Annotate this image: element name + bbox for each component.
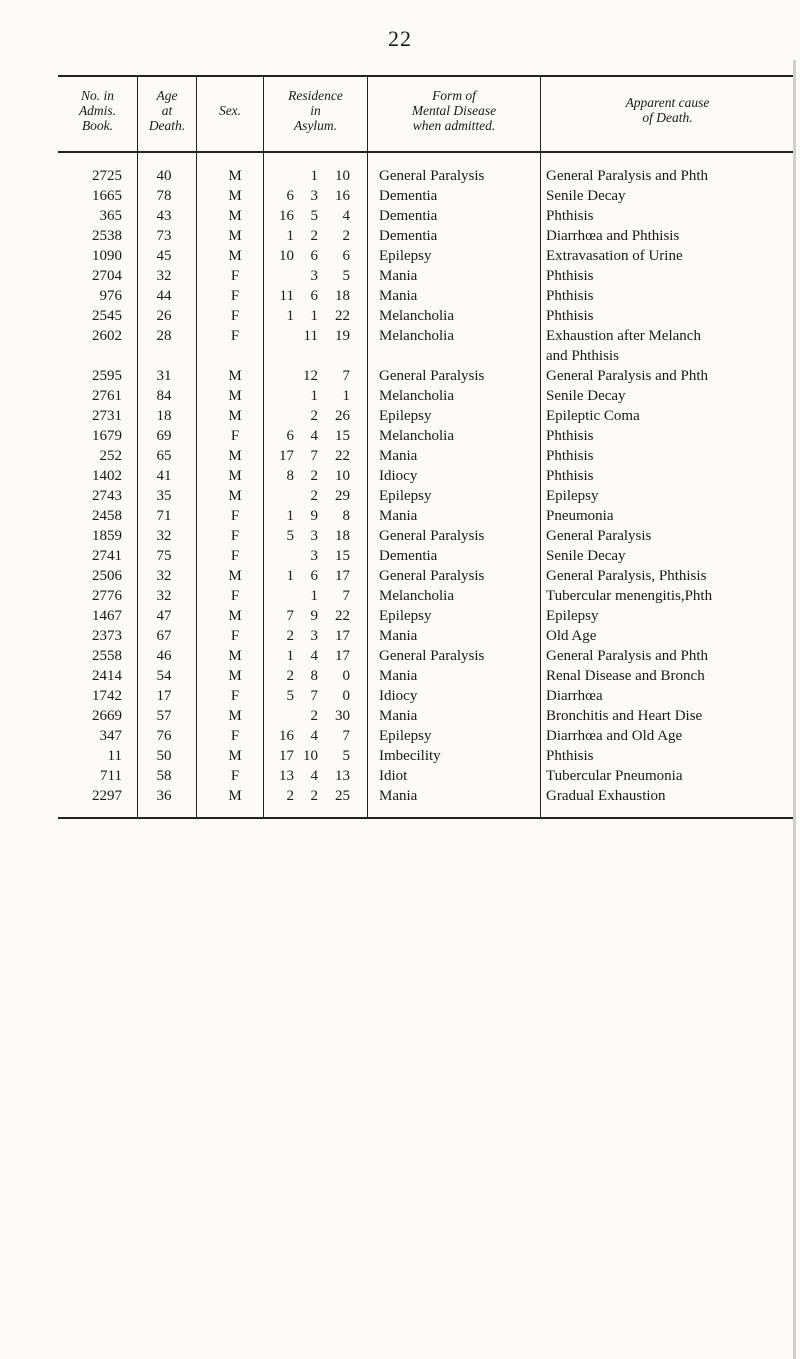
- residence-years: 2: [286, 668, 294, 684]
- residence-days: 10: [335, 168, 350, 184]
- age-at-death: 50: [156, 748, 172, 764]
- mental-disease: Dementia: [379, 228, 438, 244]
- table-row: [0, 226, 800, 246]
- mental-disease: Mania: [379, 668, 418, 684]
- residence-years: 1: [286, 568, 294, 584]
- age-at-death: 69: [156, 428, 172, 444]
- table-top-rule: [58, 75, 794, 77]
- residence-years: 6: [286, 188, 294, 204]
- residence-days: 13: [335, 768, 350, 784]
- table-row: [0, 286, 800, 306]
- residence-months: 1: [310, 168, 318, 184]
- mental-disease: Mania: [379, 288, 418, 304]
- table-row: [0, 786, 800, 806]
- residence-days: 5: [342, 268, 350, 284]
- admission-number: 2602: [92, 328, 122, 344]
- sex: F: [230, 528, 240, 544]
- table-row: [0, 686, 800, 706]
- mental-disease: Melancholia: [379, 388, 454, 404]
- residence-months: 3: [310, 268, 318, 284]
- cause-of-death: Exhaustion after Melanch: [546, 328, 701, 344]
- residence-months: 10: [303, 748, 318, 764]
- admission-number: 2731: [92, 408, 122, 424]
- age-at-death: 40: [156, 168, 172, 184]
- sex: F: [230, 268, 240, 284]
- sex: F: [230, 508, 240, 524]
- cause-of-death: Tubercular menengitis,Phth: [546, 588, 713, 604]
- residence-months: 9: [310, 508, 318, 524]
- admission-number: 1090: [92, 248, 122, 264]
- age-at-death: 76: [156, 728, 172, 744]
- cause-of-death: Epilepsy: [546, 488, 599, 504]
- page-number: 22: [388, 26, 412, 51]
- mental-disease: Imbecility: [379, 748, 441, 764]
- admission-number: 2761: [92, 388, 122, 404]
- sex: F: [230, 628, 240, 644]
- residence-months: 4: [310, 728, 318, 744]
- sex: F: [230, 328, 240, 344]
- admission-number: 365: [99, 208, 122, 224]
- residence-months: 9: [310, 608, 318, 624]
- residence-months: 11: [303, 328, 318, 344]
- age-at-death: 44: [156, 288, 172, 304]
- table-row: [0, 506, 800, 526]
- mental-disease: Idiot: [379, 768, 408, 784]
- cause-of-death: General Paralysis, Phthisis: [546, 568, 707, 584]
- admission-number: 2545: [92, 308, 122, 324]
- cause-of-death: Phthisis: [546, 308, 594, 324]
- age-at-death: 78: [156, 188, 172, 204]
- sex: M: [228, 708, 242, 724]
- table-row: [0, 766, 800, 786]
- admission-number: 1679: [92, 428, 122, 444]
- residence-days: 6: [342, 248, 350, 264]
- residence-months: 3: [310, 628, 318, 644]
- residence-months: 4: [310, 768, 318, 784]
- sex: M: [228, 668, 242, 684]
- residence-days: 18: [335, 288, 350, 304]
- mental-disease: Mania: [379, 788, 418, 804]
- admission-number: 347: [99, 728, 122, 744]
- admission-number: 2297: [92, 788, 122, 804]
- residence-years: 1: [286, 228, 294, 244]
- residence-months: 3: [310, 528, 318, 544]
- age-at-death: 32: [156, 588, 172, 604]
- residence-days: 1: [342, 388, 350, 404]
- sex: F: [230, 548, 240, 564]
- table-row: [0, 646, 800, 666]
- residence-days: 2: [342, 228, 350, 244]
- cause-of-death: Senile Decay: [546, 388, 626, 404]
- residence-years: 5: [286, 688, 294, 704]
- residence-years: 13: [279, 768, 294, 784]
- sex: M: [228, 168, 242, 184]
- age-at-death: 32: [156, 528, 172, 544]
- admission-number: 2458: [92, 508, 122, 524]
- residence-days: 15: [335, 548, 350, 564]
- admission-number: 2704: [92, 268, 122, 284]
- sex: M: [228, 448, 242, 464]
- cause-of-death: General Paralysis and Phth: [546, 168, 709, 184]
- residence-days: 16: [335, 188, 350, 204]
- admission-number: 2538: [92, 228, 122, 244]
- residence-years: 1: [286, 648, 294, 664]
- admission-number: 2776: [92, 588, 122, 604]
- admission-number: 2743: [92, 488, 122, 504]
- residence-years: 11: [279, 288, 294, 304]
- mental-disease: Mania: [379, 508, 418, 524]
- age-at-death: 28: [156, 328, 172, 344]
- residence-days: 7: [342, 368, 350, 384]
- header-book: No. in Admis. Book.: [78, 88, 117, 133]
- mental-disease: Mania: [379, 628, 418, 644]
- residence-days: 8: [342, 508, 350, 524]
- cause-of-death: Phthisis: [546, 208, 594, 224]
- table-row: [0, 606, 800, 626]
- cause-of-death: and Phthisis: [546, 348, 619, 364]
- table-row: [0, 486, 800, 506]
- cause-of-death: Old Age: [546, 628, 597, 644]
- header-bottom-rule: [58, 151, 794, 153]
- residence-days: 29: [335, 488, 350, 504]
- table-row: [0, 326, 800, 346]
- age-at-death: 65: [156, 448, 172, 464]
- age-at-death: 67: [156, 628, 172, 644]
- admission-number: 1859: [92, 528, 122, 544]
- residence-days: 0: [342, 668, 350, 684]
- header-age: Age at Death.: [148, 88, 186, 133]
- table-row: [0, 746, 800, 766]
- admission-number: 1467: [92, 608, 122, 624]
- cause-of-death: Epileptic Coma: [546, 408, 640, 424]
- admission-number: 2741: [92, 548, 122, 564]
- mental-disease: Epilepsy: [379, 728, 432, 744]
- residence-months: 2: [310, 228, 318, 244]
- age-at-death: 46: [156, 648, 172, 664]
- sex: M: [228, 648, 242, 664]
- admission-number: 2414: [92, 668, 122, 684]
- residence-months: 4: [310, 428, 318, 444]
- sex: F: [230, 288, 240, 304]
- mental-disease: Dementia: [379, 188, 438, 204]
- table-row: [0, 586, 800, 606]
- admission-number: 252: [99, 448, 122, 464]
- mental-disease: Idiocy: [379, 688, 418, 704]
- sex: M: [228, 228, 242, 244]
- header-form: Form of Mental Disease when admitted.: [411, 88, 497, 133]
- residence-months: 1: [310, 308, 318, 324]
- sex: F: [230, 728, 240, 744]
- age-at-death: 54: [156, 668, 172, 684]
- table-row: [0, 526, 800, 546]
- table-row: [0, 186, 800, 206]
- residence-years: 6: [286, 428, 294, 444]
- mental-disease: Epilepsy: [379, 248, 432, 264]
- sex: F: [230, 588, 240, 604]
- residence-years: 1: [286, 508, 294, 524]
- mental-disease: Mania: [379, 708, 418, 724]
- sex: M: [228, 488, 242, 504]
- residence-days: 30: [335, 708, 350, 724]
- mental-disease: Mania: [379, 448, 418, 464]
- table-row: [0, 626, 800, 646]
- residence-months: 12: [303, 368, 318, 384]
- cause-of-death: Phthisis: [546, 468, 594, 484]
- residence-days: 7: [342, 728, 350, 744]
- sex: M: [228, 368, 242, 384]
- header-residence: Residence in Asylum.: [288, 88, 343, 133]
- cause-of-death: Phthisis: [546, 748, 594, 764]
- mental-disease: Epilepsy: [379, 408, 432, 424]
- cause-of-death: Phthisis: [546, 448, 594, 464]
- sex: M: [228, 248, 242, 264]
- residence-days: 19: [335, 328, 350, 344]
- residence-days: 17: [335, 648, 350, 664]
- age-at-death: 71: [156, 508, 172, 524]
- residence-months: 2: [310, 488, 318, 504]
- cause-of-death: General Paralysis: [546, 528, 652, 544]
- cause-of-death: Diarrhœa: [546, 688, 603, 704]
- table-row: [0, 446, 800, 466]
- residence-days: 17: [335, 568, 350, 584]
- mental-disease: Melancholia: [379, 328, 454, 344]
- residence-years: 16: [279, 208, 294, 224]
- residence-months: 7: [310, 688, 318, 704]
- residence-days: 17: [335, 628, 350, 644]
- residence-years: 8: [286, 468, 294, 484]
- sex: F: [230, 688, 240, 704]
- cause-of-death: Senile Decay: [546, 548, 626, 564]
- cause-of-death: Senile Decay: [546, 188, 626, 204]
- sex: M: [228, 608, 242, 624]
- age-at-death: 31: [156, 368, 172, 384]
- admission-number: 2373: [92, 628, 122, 644]
- residence-years: 5: [286, 528, 294, 544]
- age-at-death: 58: [156, 768, 172, 784]
- sex: M: [228, 408, 242, 424]
- residence-days: 22: [335, 608, 350, 624]
- residence-months: 1: [310, 388, 318, 404]
- mental-disease: Melancholia: [379, 588, 454, 604]
- mental-disease: General Paralysis: [379, 568, 485, 584]
- admission-number: 711: [100, 768, 122, 784]
- mental-disease: Epilepsy: [379, 488, 432, 504]
- mental-disease: General Paralysis: [379, 528, 485, 544]
- sex: M: [228, 788, 242, 804]
- residence-months: 6: [310, 568, 318, 584]
- mental-disease: Melancholia: [379, 308, 454, 324]
- admission-number: 2725: [92, 168, 122, 184]
- cause-of-death: Tubercular Pneumonia: [546, 768, 683, 784]
- age-at-death: 84: [156, 388, 172, 404]
- mental-disease: Idiocy: [379, 468, 418, 484]
- table-row: [0, 386, 800, 406]
- residence-days: 5: [342, 748, 350, 764]
- cause-of-death: Bronchitis and Heart Dise: [546, 708, 703, 724]
- admission-number: 1402: [92, 468, 122, 484]
- mental-disease: Dementia: [379, 548, 438, 564]
- residence-days: 26: [335, 408, 350, 424]
- table-bottom-rule: [58, 817, 794, 819]
- residence-days: 15: [335, 428, 350, 444]
- table-row: [0, 546, 800, 566]
- sex: M: [228, 568, 242, 584]
- header-cause: Apparent cause of Death.: [625, 95, 710, 125]
- sex: M: [228, 388, 242, 404]
- table-row: [0, 426, 800, 446]
- table-row: [0, 706, 800, 726]
- cause-of-death: General Paralysis and Phth: [546, 648, 709, 664]
- age-at-death: 26: [156, 308, 172, 324]
- sex: F: [230, 768, 240, 784]
- table-row: [0, 726, 800, 746]
- residence-days: 7: [342, 588, 350, 604]
- cause-of-death: Phthisis: [546, 268, 594, 284]
- sex: M: [228, 208, 242, 224]
- sex: F: [230, 308, 240, 324]
- age-at-death: 18: [156, 408, 172, 424]
- age-at-death: 36: [156, 788, 172, 804]
- age-at-death: 32: [156, 568, 172, 584]
- age-at-death: 17: [156, 688, 172, 704]
- residence-months: 4: [310, 648, 318, 664]
- residence-months: 1: [310, 588, 318, 604]
- sex: M: [228, 468, 242, 484]
- residence-months: 3: [310, 188, 318, 204]
- residence-days: 4: [342, 208, 350, 224]
- table-row: [0, 266, 800, 286]
- residence-months: 2: [310, 788, 318, 804]
- cause-of-death: Gradual Exhaustion: [546, 788, 666, 804]
- table-row: [0, 466, 800, 486]
- cause-of-death: Phthisis: [546, 428, 594, 444]
- residence-months: 8: [310, 668, 318, 684]
- mental-disease: General Paralysis: [379, 168, 485, 184]
- age-at-death: 75: [156, 548, 172, 564]
- mental-disease: Mania: [379, 268, 418, 284]
- residence-months: 6: [310, 288, 318, 304]
- residence-years: 17: [279, 448, 294, 464]
- age-at-death: 57: [156, 708, 172, 724]
- cause-of-death: Renal Disease and Bronch: [546, 668, 705, 684]
- mental-disease: General Paralysis: [379, 648, 485, 664]
- residence-months: 2: [310, 468, 318, 484]
- residence-days: 0: [342, 688, 350, 704]
- header-sex: Sex.: [218, 103, 242, 118]
- residence-years: 1: [286, 308, 294, 324]
- cause-of-death: Epilepsy: [546, 608, 599, 624]
- residence-years: 2: [286, 628, 294, 644]
- residence-months: 7: [310, 448, 318, 464]
- mental-disease: Epilepsy: [379, 608, 432, 624]
- residence-months: 2: [310, 708, 318, 724]
- age-at-death: 43: [156, 208, 172, 224]
- mental-disease: Melancholia: [379, 428, 454, 444]
- admission-number: 2506: [92, 568, 122, 584]
- table-row: [0, 306, 800, 326]
- residence-days: 22: [335, 448, 350, 464]
- residence-years: 10: [279, 248, 294, 264]
- age-at-death: 32: [156, 268, 172, 284]
- residence-days: 10: [335, 468, 350, 484]
- admission-number: 11: [107, 748, 122, 764]
- residence-days: 25: [335, 788, 350, 804]
- cause-of-death: Extravasation of Urine: [546, 248, 683, 264]
- age-at-death: 73: [156, 228, 172, 244]
- sex: F: [230, 428, 240, 444]
- residence-years: 2: [286, 788, 294, 804]
- cause-of-death: Pneumonia: [546, 508, 614, 524]
- residence-months: 3: [310, 548, 318, 564]
- cause-of-death: General Paralysis and Phth: [546, 368, 709, 384]
- table-row: [0, 166, 800, 186]
- residence-months: 2: [310, 408, 318, 424]
- table-row: [0, 346, 800, 366]
- sex: M: [228, 748, 242, 764]
- residence-months: 5: [310, 208, 318, 224]
- admission-number: 1665: [92, 188, 122, 204]
- age-at-death: 45: [156, 248, 172, 264]
- residence-years: 7: [286, 608, 294, 624]
- residence-months: 6: [310, 248, 318, 264]
- mental-disease: General Paralysis: [379, 368, 485, 384]
- table-row: [0, 666, 800, 686]
- residence-years: 16: [279, 728, 294, 744]
- table-row: [0, 206, 800, 226]
- cause-of-death: Phthisis: [546, 288, 594, 304]
- age-at-death: 35: [156, 488, 172, 504]
- admission-number: 976: [99, 288, 122, 304]
- admission-number: 2595: [92, 368, 122, 384]
- table-row: [0, 406, 800, 426]
- residence-days: 18: [335, 528, 350, 544]
- table-row: [0, 366, 800, 386]
- residence-days: 22: [335, 308, 350, 324]
- age-at-death: 41: [156, 468, 172, 484]
- mental-disease: Dementia: [379, 208, 438, 224]
- admission-number: 2558: [92, 648, 122, 664]
- age-at-death: 47: [156, 608, 172, 624]
- table-row: [0, 246, 800, 266]
- cause-of-death: Diarrhœa and Phthisis: [546, 228, 680, 244]
- residence-years: 17: [279, 748, 294, 764]
- sex: M: [228, 188, 242, 204]
- table-row: [0, 566, 800, 586]
- cause-of-death: Diarrhœa and Old Age: [546, 728, 683, 744]
- admission-number: 2669: [92, 708, 122, 724]
- admission-number: 1742: [92, 688, 122, 704]
